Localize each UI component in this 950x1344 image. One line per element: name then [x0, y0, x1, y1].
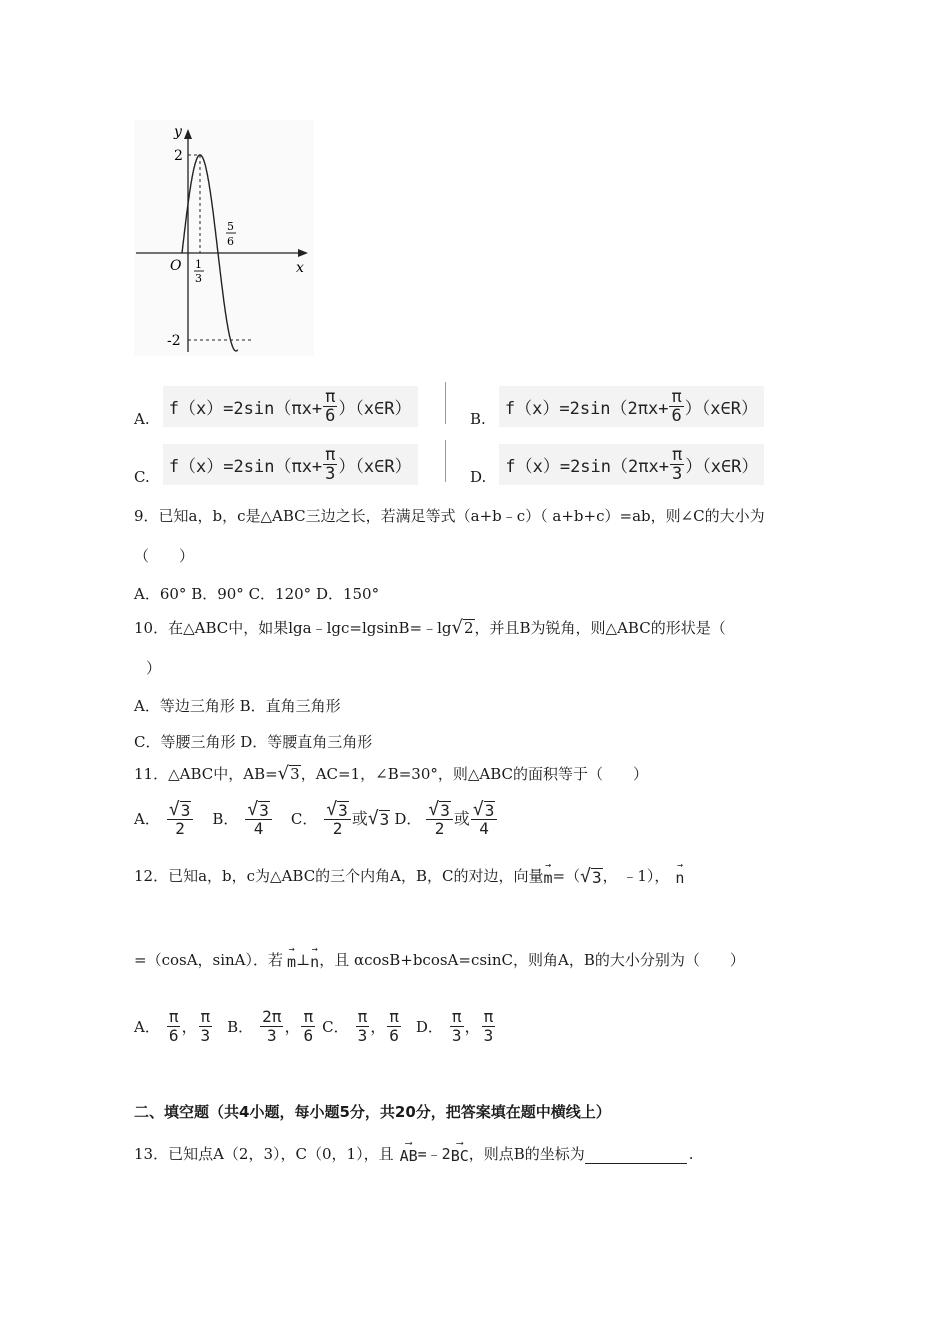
- section-heading: 二、填空题（共4小题，每小题5分，共20分，把答案填在题中横线上）: [134, 1103, 611, 1121]
- q11-stem: 11．△ABC中，AB= √ 3 ，AC=1，∠B=30°，则△ABC的面积等于（ ）: [134, 763, 649, 784]
- x-tick1-den: 3: [195, 272, 202, 285]
- formula-B: f（x）=2sin（2πx+ $\frac{\pi}{6}$ ）（x∈R）: [499, 386, 764, 427]
- q8-option-C[interactable]: [134, 444, 418, 485]
- q9-answer-paren: （ ）: [134, 547, 195, 565]
- q9-stem: 9．已知a，b，c是△ABC三边之长，若满足等式（a+b﹣c）（ a+b+c）=ab，则∠C的大小为: [134, 507, 765, 525]
- option-letter: A．: [134, 809, 160, 828]
- vector-m: → m: [287, 944, 297, 971]
- option-letter: C.: [134, 468, 150, 486]
- q10-options-row1: A．等边三角形 B．直角三角形: [134, 697, 341, 715]
- vector-n: → n: [675, 860, 685, 887]
- option-letter: B．: [227, 1017, 254, 1036]
- q8-option-A[interactable]: [134, 386, 418, 427]
- answer-blank[interactable]: [585, 1149, 687, 1164]
- q12-stem: 12．已知a，b，c为△ABC的三个内角A，B，C的对边，向量 → m =（ √ 3 ， ﹣1）， → n: [134, 860, 685, 887]
- q10-close-paren: ）: [146, 659, 162, 677]
- option-letter: B.: [470, 410, 486, 428]
- q9-options: A．60° B．90° C．120° D．150°: [134, 585, 380, 603]
- q8-separator: [445, 382, 446, 424]
- option-letter: C．: [290, 809, 318, 828]
- formula-C: f（x）=2sin（πx+ $\frac{\pi}{3}$ ）（x∈R）: [163, 444, 418, 485]
- q13-stem: 13．已知点A（2，3），C（0，1），且 ⟶ AB =﹣2 ⟶ BC ，则点B的坐标为 .: [134, 1138, 694, 1165]
- x-tick2-den: 6: [227, 235, 234, 248]
- option-letter: D．: [415, 1017, 443, 1036]
- option-letter: D．: [394, 809, 422, 828]
- q12-A-value[interactable]: $\frac{\pi}{6}$ ， $\frac{\pi}{3}$: [168, 1007, 211, 1045]
- option-letter: A.: [134, 410, 150, 428]
- q11-C-value[interactable]: √ 3 2 或 √ 3: [326, 798, 390, 838]
- formula-A: f（x）=2sin（πx+ $\frac{\pi}{6}$ ）（x∈R）: [163, 386, 418, 427]
- origin-label: O: [170, 258, 182, 274]
- vector-n: → n: [310, 944, 320, 971]
- q11-B-value[interactable]: √ 3 4: [245, 800, 271, 838]
- sqrt-3: √ 3: [277, 763, 300, 784]
- q12-D-value[interactable]: $\frac{\pi}{3}$ ， $\frac{\pi}{3}$: [451, 1007, 494, 1045]
- x-axis-label: x: [296, 260, 304, 276]
- vector-m: → m: [543, 860, 553, 887]
- vector-BC: ⟶ BC: [450, 1138, 469, 1165]
- y-max-label: 2: [174, 148, 183, 164]
- x-tick1-num: 1: [195, 258, 202, 271]
- sqrt-2: √ 2: [451, 617, 474, 638]
- q12-options: [134, 1008, 496, 1045]
- q12-line2: =（cosA，sinA）．若 → m ⊥ → n ，且 αcosB+bcosA=csinC，则角A，B的大小分别为（ ）: [134, 944, 745, 971]
- vector-AB: ⟶ AB: [399, 1138, 418, 1165]
- q10-options-row2: C．等腰三角形 D．等腰直角三角形: [134, 733, 373, 751]
- y-min-label: -2: [167, 333, 181, 349]
- formula-D: f（x）=2sin（2πx+ $\frac{\pi}{3}$ ）（x∈R）: [499, 444, 764, 485]
- q8-option-B[interactable]: [470, 386, 764, 427]
- sine-graph: [134, 120, 314, 356]
- q10-stem: 10．在△ABC中，如果lga﹣lgc=lgsinB=﹣lg √ 2 ，并且B为锐角，则△ABC的形状是（: [134, 617, 726, 638]
- q12-C-value[interactable]: $\frac{\pi}{3}$ ， $\frac{\pi}{6}$: [357, 1007, 399, 1045]
- q11-A-value[interactable]: √ 3 2: [167, 800, 193, 838]
- q8-option-D[interactable]: [470, 444, 764, 485]
- sqrt-3: √ 3: [580, 866, 602, 887]
- option-letter: C．: [322, 1017, 349, 1036]
- y-axis-label: y: [174, 124, 182, 140]
- q11-D-value[interactable]: √ 3 2 或 √ 3 4: [425, 800, 498, 838]
- option-letter: D.: [470, 468, 487, 486]
- q11-options: [134, 800, 498, 838]
- q8-separator: [445, 440, 446, 482]
- option-letter: A．: [134, 1017, 160, 1036]
- option-letter: B．: [212, 809, 239, 828]
- q12-B-value[interactable]: $\frac{2\pi}{3}$ ， $\frac{\pi}{6}$: [262, 1007, 314, 1045]
- x-tick2-num: 5: [227, 220, 234, 233]
